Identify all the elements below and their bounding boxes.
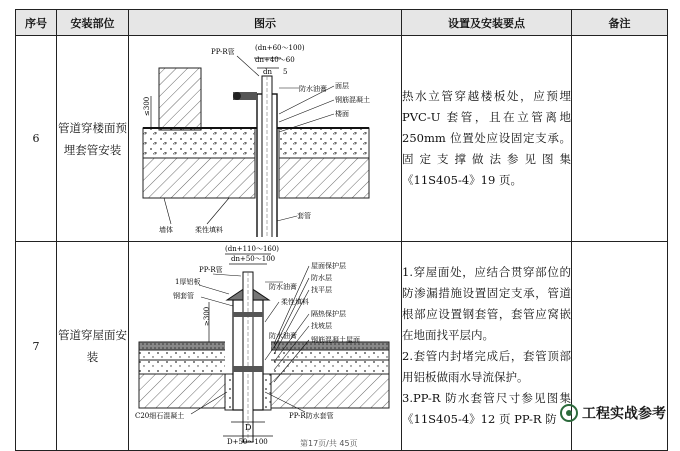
header-location: 安装部位: [57, 10, 129, 36]
label-dim2: dn+50～100: [231, 255, 276, 263]
watermark: [560, 403, 666, 423]
row-remark: [572, 36, 668, 242]
header-remark: 备注: [572, 10, 668, 36]
installation-spec-table: [15, 9, 668, 451]
label-D: D: [245, 423, 252, 432]
watermark-text: 工程实战参考: [582, 406, 666, 422]
point-text: 3.PP-R 防水套管尺寸参见图集《11S405-4》12 页 PP-R 防: [402, 391, 571, 426]
label-slope-layer: 找坡层: [311, 322, 332, 330]
row-number: 7: [16, 242, 57, 451]
label-dim1: (dn+110～160): [225, 245, 280, 253]
row-location: 管道穿楼面预埋套管安装: [57, 36, 129, 242]
row-points: [402, 36, 572, 242]
row-number: 6: [16, 36, 57, 242]
header-points: 设置及安装要点: [402, 10, 572, 36]
label-height: ≥300: [203, 306, 211, 326]
watermark-logo-icon: [560, 404, 578, 422]
label-leveling: 找平层: [311, 286, 332, 294]
row-figure: [129, 242, 402, 451]
label-concrete: C20细石混凝土: [135, 412, 185, 420]
label-steel-sleeve: 钢套管: [173, 292, 194, 300]
label-waterproof-layer: 防水层: [311, 274, 332, 282]
label-wall: 墙体: [159, 226, 173, 234]
label-flexible-filler: 柔性填料: [281, 298, 309, 306]
point-text: 1.穿屋面处，应结合贯穿部位的防渗漏措施设置固定支承，管道根部应设置钢套管，套管应窝嵌在地面找平层内。: [402, 265, 571, 342]
label-dn: dn: [263, 68, 272, 76]
header-figure: 图示: [129, 10, 402, 36]
label-al-plate: 1厚铝板: [175, 278, 201, 286]
label-height: ≤300: [143, 96, 151, 116]
header-no: 序号: [16, 10, 57, 36]
row-location: 管道穿屋面安装: [57, 242, 129, 451]
label-rc-slab: 钢筋混凝土: [335, 96, 370, 104]
label-waterproof-bottom: 防水油膏: [269, 332, 297, 340]
point-text: 2.套管内封堵完成后，套管顶部用铝板做雨水导流保护。: [402, 349, 571, 384]
label-insulation: 隔热保护层: [311, 310, 346, 318]
label-waterproof: 防水油膏: [299, 85, 327, 93]
label-waterproof-top: 防水油膏: [269, 283, 297, 291]
roof-sleeve-diagram: [129, 242, 402, 446]
header-row: [16, 10, 668, 36]
label-surface: 面层: [335, 82, 349, 90]
row-points: [402, 242, 572, 451]
label-rc-roof: 钢筋混凝土屋面: [311, 336, 360, 344]
label-Dplus: D+50～100: [227, 438, 268, 446]
label-pipe-type: PP-R管: [211, 48, 235, 56]
label-dim2: dn+40～60: [255, 56, 295, 64]
label-floor: 楼面: [335, 110, 349, 118]
floor-sleeve-diagram: [129, 36, 402, 237]
point-text: 热水立管穿越楼板处，应预埋PVC-U 套管，且在立管离地250mm 位置处应设固定支承。固定支撑做法参见图集《11S405-4》19 页。: [402, 89, 571, 187]
label-sleeve: 套管: [297, 212, 311, 220]
label-pipe-type: PP-R管: [199, 266, 223, 274]
row-figure: [129, 36, 402, 242]
label-filler: 柔性填料: [195, 226, 223, 234]
label-five: 5: [283, 68, 288, 76]
page-caption: 第17页/共 45页: [300, 439, 358, 448]
table-row: [16, 36, 668, 242]
label-ppr-sleeve: PP-R防水套管: [289, 412, 334, 420]
label-roof-protect: 屋面保护层: [311, 262, 346, 270]
label-dim1: (dn+60～100): [255, 44, 305, 52]
